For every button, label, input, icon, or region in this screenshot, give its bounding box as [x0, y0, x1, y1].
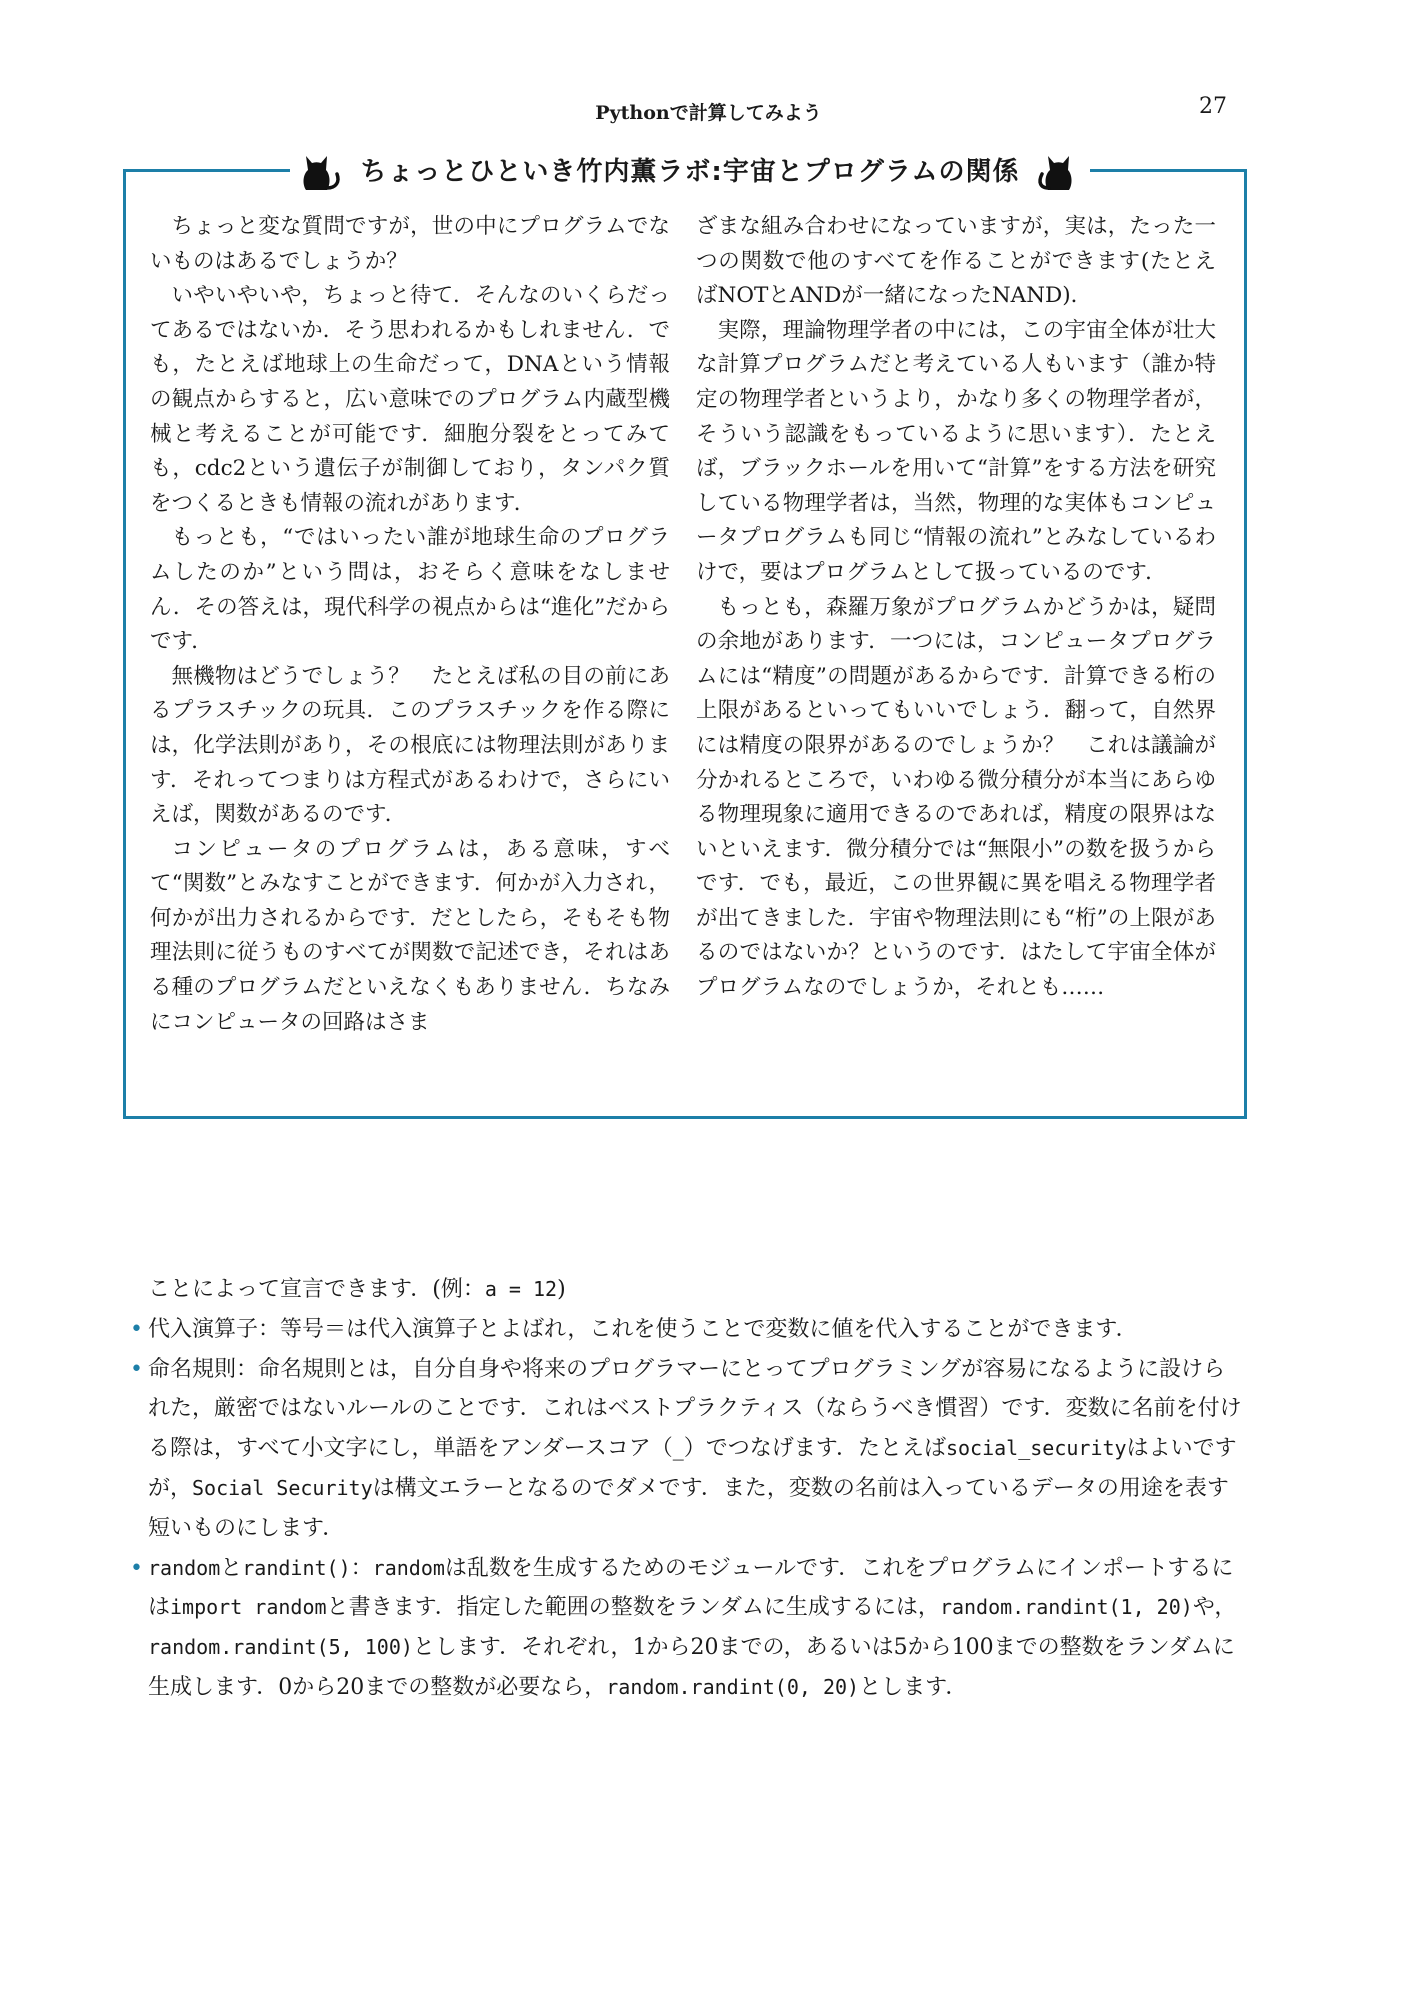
paragraph: もっとも，森羅万象がプログラムかどうかは，疑問の余地があります．一つには，コンピュータプログラムには“精度”の問題があるからです．計算できる桁の上限があるといってもいいでしょう．翻って，自然界には精度の限界があるのでしょうか？ これは議論が分かれるところで，いわゆる微分積分が本当にあらゆる物理現象に適用できるのであれば，精度の限界はないといえます．微分積分では“無限小”の数を扱うからです．でも，最近，この世界観に異を唱える物理学者が出てきました．宇宙や物理法則にも“桁”の上限があるのではないか？というのです．はたして宇宙全体がプログラムなのでしょうか，それとも……: [696, 594, 1216, 1001]
term: 命名規則: [148, 1356, 237, 1382]
paragraph: ちょっと変な質問ですが，世の中にプログラムでないものはあるでしょうか？: [150, 214, 670, 274]
list-item: • 命名規則：命名規則とは，自分自身や将来のプログラマーにとってプログラミングが容易になるように設けられた，厳密ではないルールのことです．これはベストプラクティス（ならうべき慣習）です．変数に名前を付ける際は，すべて小文字にし，単語をアンダースコア（_）でつなげます．たとえばsocial_securityはよいですが，Social Securityは構文エラーとなるのでダメです．また，変数の名前は入っているデータの用途を表す短いものにします．: [148, 1350, 1243, 1549]
column-right: [696, 210, 1216, 1006]
bullet-icon: •: [130, 1356, 143, 1382]
code-inline: Social Security: [192, 1475, 373, 1500]
paragraph: 無機物はどうでしょう？ たとえば私の目の前にあるプラスチックの玩具．このプラスチックを作る際には，化学法則があり，その根底には物理法則があります．それってつまりは方程式があるわけで，さらにいえば，関数があるのです．: [150, 663, 670, 828]
code-inline: import random: [170, 1595, 327, 1620]
paragraph: いやいやいや，ちょっと待て．そんなのいくらだってあるではないか．そう思われるかもしれません．でも，たとえば地球上の生命だって，DNAという情報の観点からすると，広い意味でのプログラム内蔵型機械と考えることが可能です．細胞分裂をとってみても，cdc2という遺伝子が制御しており，タンパク質をつくるときも情報の流れがあります．: [150, 283, 670, 516]
column-title-bar: [290, 145, 1090, 193]
paragraph: ざまな組み合わせになっていますが，実は，たった一つの関数で他のすべてを作ることができます(たとえばNOTとANDが一緒になったNAND)．: [696, 214, 1216, 309]
code-inline: random.randint(0, 20): [606, 1674, 860, 1699]
column-title: ちょっとひといき竹内薫ラボ:宇宙とプログラムの関係: [360, 156, 1020, 187]
intro-line: ことによって宣言できます．(例：a = 12): [148, 1277, 566, 1302]
code-inline: randint(): [242, 1555, 351, 1580]
paragraph: もっとも，“ではいったい誰が地球生命のプログラムしたのか”という問は，おそらく意味をなしません．その答えは，現代科学の視点からは“進化”だからです．: [150, 525, 670, 655]
bullet-icon: •: [130, 1316, 143, 1342]
list-item: • randomとrandint()：randomは乱数を生成するためのモジュールです．これをプログラムにインポートするにはimport randomと書きます．指定した範囲の整数をランダムに生成するには，random.randint(1, 20)や，random.randint(5, 100)とします．それぞれ，1から20までの，あるいは5から100までの整数をランダムに生成します．0から20までの整数が必要なら，random.randint(0, 20)とします．: [148, 1549, 1243, 1708]
code-inline: random: [148, 1555, 221, 1580]
bullet-icon: •: [130, 1555, 143, 1581]
code-inline: random: [372, 1555, 445, 1580]
cat-icon: [296, 144, 346, 194]
paragraph: 実際，理論物理学者の中には，この宇宙全体が壮大な計算プログラムだと考えている人もいます（誰か特定の物理学者というより，かなり多くの物理学者が，そういう認識をもっているように思います）．たとえば，ブラックホールを用いて“計算”をする方法を研究している物理学者は，当然，物理的な実体もコンピュータプログラムも同じ“情報の流れ”とみなしているわけで，要はプログラムとして扱っているのです．: [696, 317, 1216, 585]
running-title: Pythonで計算してみよう: [595, 102, 822, 124]
main-text: [130, 1270, 1243, 1708]
page-number: 27: [1199, 94, 1227, 119]
cat-icon: [1034, 144, 1084, 194]
code-inline: social_security: [945, 1436, 1127, 1461]
list-item: • 代入演算子：等号＝は代入演算子とよばれ，これを使うことで変数に値を代入することができます．: [148, 1310, 1243, 1350]
paragraph: コンピュータのプログラムは，ある意味，すべて“関数”とみなすことができます．何かが入力され，何かが出力されるからです．だとしたら，そもそも物理法則に従うものすべてが関数で記述でき，それはある種のプログラムだといえなくもありません．ちなみにコンピュータの回路はさま: [150, 836, 670, 1035]
code-inline: a = 12: [484, 1277, 558, 1301]
column-left: [150, 210, 670, 1040]
code-inline: random.randint(5, 100): [148, 1635, 413, 1660]
code-inline: random.randint(1, 20): [939, 1595, 1193, 1620]
term: 代入演算子: [148, 1316, 259, 1342]
